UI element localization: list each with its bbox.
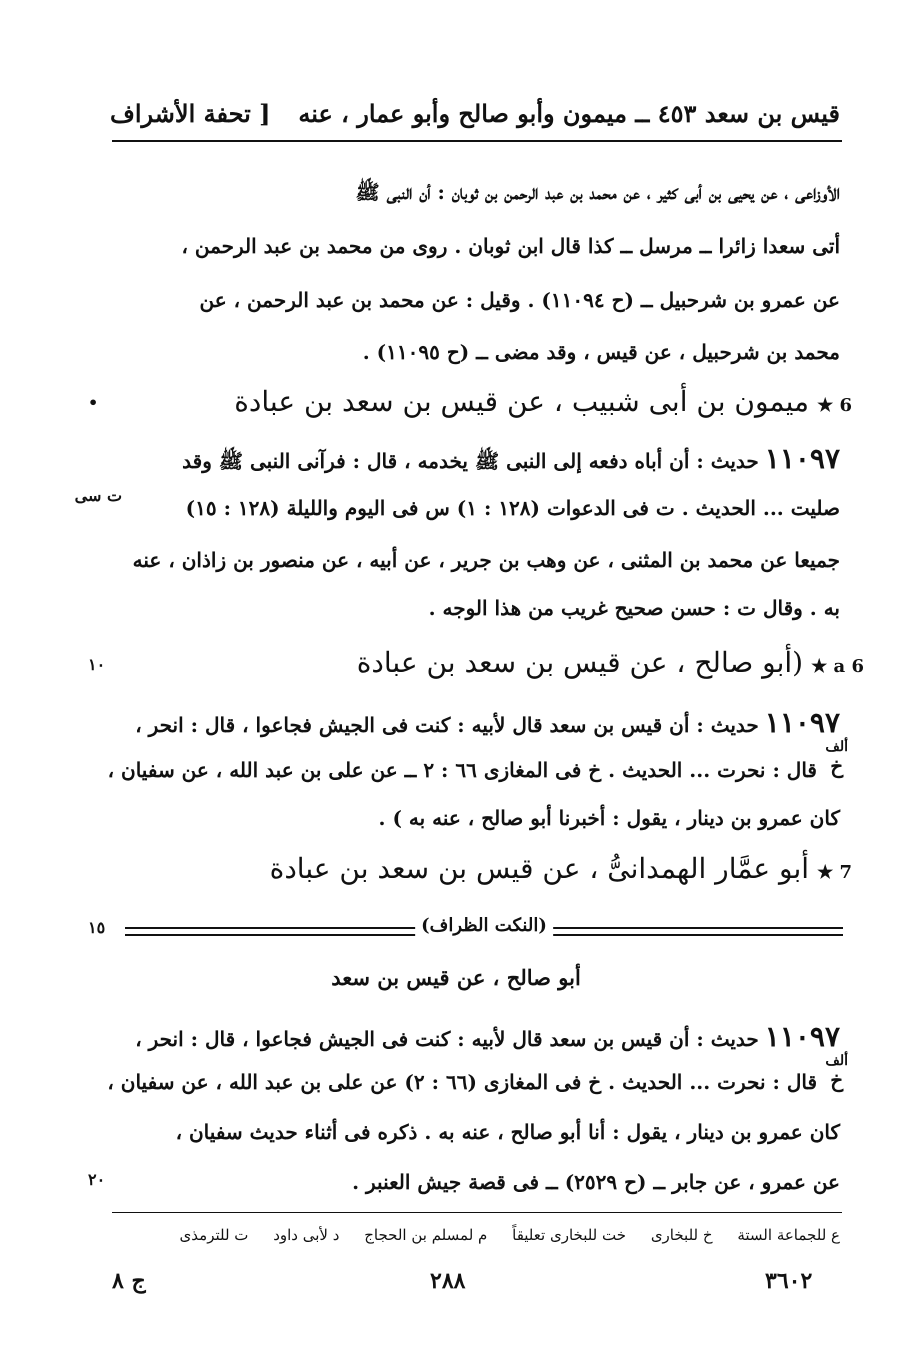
nukat-line: عن عمرو ، عن جابر ــ (ح ٢٥٢٩) ــ فى قصة جيش العنبر . <box>352 1170 840 1194</box>
sigla-legend <box>160 1226 840 1244</box>
hadith-line: جميعا عن محمد بن المثنى ، عن وهب بن جرير ، عن أبيه ، عن منصور بن زاذان ، عنه <box>132 548 840 572</box>
page-header <box>110 95 840 135</box>
legend-item: م لمسلم بن الحجاج <box>364 1226 488 1244</box>
margin-marker: • <box>88 393 99 412</box>
intro-line: عن عمرو بن شرحبيل ــ (ح ١١٠٩٤) . وقيل : عن محمد بن عبد الرحمن ، عن <box>199 288 840 312</box>
hadith-line: ١١٠٩٧حديث : أن قيس بن سعد قال لأبيه : كنت فى الجيش فجاعوا ، قال : انحر ، <box>135 706 840 739</box>
sigla: ت سى <box>74 486 122 505</box>
section-number: 6 a ★ <box>811 656 864 677</box>
margin-number: ١٠ <box>88 655 106 674</box>
nukat-subheading: أبو صالح ، عن قيس بن سعد <box>331 965 581 990</box>
hadith-number: ١١٠٩٧ <box>764 442 840 475</box>
header-rule <box>112 140 842 142</box>
sigla: ألف خ <box>825 1053 848 1092</box>
hadith-line: قال : نحرت ... الحديث . خ فى المغازى ٦٦ : ٢ ــ عن على بن عبد الله ، عن سفيان ، <box>107 758 817 782</box>
hadith-number: ١١٠٩٧ <box>764 706 840 739</box>
section-number: 7 ★ <box>817 862 852 883</box>
section-heading <box>270 852 852 885</box>
section-title: (أبو صالح ، عن قيس بن سعد بن عبادة <box>356 646 804 679</box>
intro-line: محمد بن شرحبيل ، عن قيس ، وقد مضى ــ (ح ١١٠٩٥) . <box>362 340 840 364</box>
nukat-divider <box>125 915 843 947</box>
section-heading <box>234 385 852 418</box>
divider-label: (النكت الظراف) <box>415 915 553 936</box>
legend-item: خت للبخارى تعليقاً <box>512 1226 627 1244</box>
hadith-line: ١١٠٩٧حديث : أن أباه دفعه إلى النبى ﷺ يخدمه ، قال : فرآنى النبى ﷺ وقد <box>182 442 840 475</box>
nukat-line: ١١٠٩٧حديث : أن قيس بن سعد قال لأبيه : كنت فى الجيش فجاعوا ، قال : انحر ، <box>135 1020 840 1053</box>
footer-rule <box>112 1212 842 1213</box>
sigla: ألف خ <box>825 739 848 778</box>
legend-item: خ للبخارى <box>650 1226 713 1244</box>
book-title: [ تحفة الأشراف <box>110 99 271 128</box>
section-title: أبو عمَّار الهمدانىُّ ، عن قيس بن سعد بن عبادة <box>269 852 810 885</box>
margin-number: ٢٠ <box>88 1170 106 1189</box>
intro-line: الأوزاعى ، عن يحيى بن أبى كثير ، عن محمد بن عبد الرحمن بن ثوبان : أن النبى ﷺ <box>355 180 840 204</box>
legend-item: د لأبى داود <box>273 1226 340 1244</box>
section-heading <box>357 646 864 679</box>
section-title: ميمون بن أبى شبيب ، عن قيس بن سعد بن عبادة <box>234 385 810 418</box>
running-title: قيس بن سعد ٤٥٣ ــ ميمون وأبو صالح وأبو عمار ، عنه <box>298 99 840 128</box>
intro-line: أتى سعدا زائرا ــ مرسل ــ كذا قال ابن ثوبان . روى من محمد بن عبد الرحمن ، <box>181 234 840 258</box>
legend-item: ت للترمذى <box>179 1226 249 1244</box>
hadith-line: به . وقال ت : حسن صحيح غريب من هذا الوجه . <box>428 596 840 620</box>
hadith-range: ٣٦٠٢ <box>765 1268 813 1294</box>
page-number: ٢٨٨ <box>430 1268 466 1294</box>
hadith-number: ١١٠٩٧ <box>764 1020 840 1053</box>
nukat-line: كان عمرو بن دينار ، يقول : أنا أبو صالح ، عنه به . ذكره فى أثناء حديث سفيان ، <box>175 1120 840 1144</box>
nukat-line: قال : نحرت ... الحديث . خ فى المغازى (٦٦ : ٢) عن على بن عبد الله ، عن سفيان ، <box>107 1070 817 1094</box>
section-number: 6 ★ <box>817 395 852 416</box>
hadith-line: صليت ... الحديث . ت فى الدعوات (١٢٨ : ١) س فى اليوم والليلة (١٢٨ : ١٥) <box>185 496 840 520</box>
volume-number: ج ٨ <box>112 1268 146 1294</box>
hadith-line: كان عمرو بن دينار ، يقول : أخبرنا أبو صالح ، عنه به ) . <box>378 806 840 830</box>
legend-item: ع للجماعة الستة <box>737 1226 840 1244</box>
margin-number: ١٥ <box>88 918 106 937</box>
